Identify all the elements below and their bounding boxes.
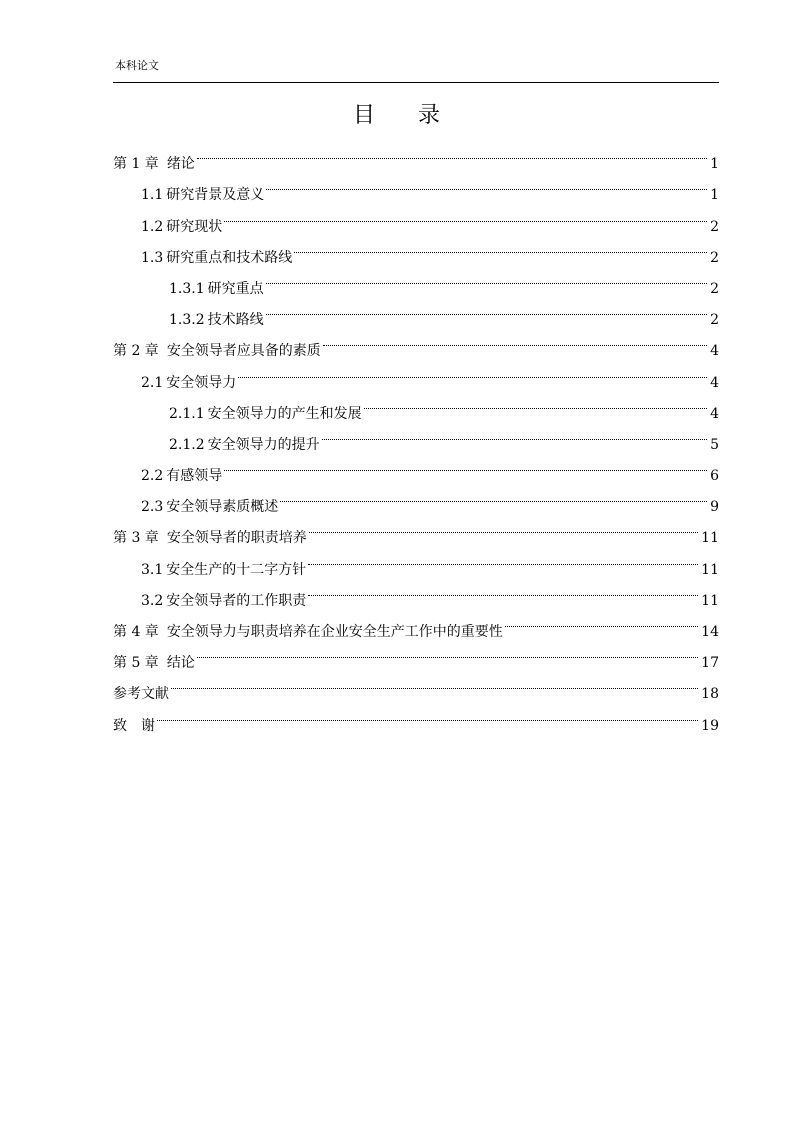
toc-dot-leader [308,542,698,573]
toc-entry-text: 安全领导素质概述 [166,499,279,516]
toc-entry-page: 1 [710,156,719,173]
toc-entry[interactable] [113,137,719,173]
toc-dot-leader [197,137,707,168]
toc-dot-leader [224,449,707,480]
toc-entry-text: 有感领导 [166,468,223,485]
running-header: 本科论文 [115,59,159,72]
toc-dot-leader [238,355,707,386]
toc-entry-page: 1 [710,187,719,204]
toc-entry-page: 18 [701,686,719,703]
toc-dot-leader [266,293,707,324]
toc-entry-text: 安全领导者的工作职责 [166,592,307,609]
toc-entry-page: 4 [710,374,719,391]
toc-entry-text: 安全领导者的职责培养 [166,530,307,547]
toc-entry-number: 2.1 [141,374,164,391]
toc-entry-number: 1.1 [141,187,164,204]
toc-entry-page: 2 [710,249,719,266]
toc-dot-leader [197,636,698,667]
toc-entry-number: 第 3 章 [113,530,159,547]
toc-entry-page: 19 [701,717,719,734]
toc-entry-label [141,555,306,586]
toc-dot-leader [171,667,698,698]
toc-dot-leader [364,387,707,418]
toc-entry-number: 2.3 [141,499,164,516]
toc-entry-page: 5 [710,436,719,453]
toc-entry-label [141,461,222,492]
toc-entry-label [113,149,195,180]
toc-entry-number: 2.2 [141,468,164,485]
toc-dot-leader [308,574,698,605]
toc-entry-text: 结论 [166,655,195,672]
toc-entry-page: 14 [701,624,719,640]
toc-entry-page: 11 [701,530,719,547]
toc-entry-number: 2.1.2 [169,436,205,453]
toc-entry-text: 安全领导力 [166,374,237,391]
toc-entry-page: 2 [710,280,719,297]
toc-entry-number: 1.2 [141,218,164,235]
toc-entry-label [141,212,222,243]
toc-entry-label [113,523,307,554]
toc-entry-text: 安全领导力的提升 [207,436,320,453]
toc-title: 目 录 [353,103,458,128]
toc-entry-page: 11 [701,561,719,578]
toc-dot-leader [505,605,698,636]
toc-dot-leader [309,511,698,542]
toc-entry[interactable] [113,667,719,703]
toc-entry-text: 参考文献 [113,686,169,703]
toc-entry[interactable] [113,698,719,734]
toc-entry-text: 研究背景及意义 [166,187,265,204]
header-divider [113,82,719,83]
toc-entry-text: 安全领导力与职责培养在企业安全生产工作中的重要性 [166,624,503,640]
toc-entry-text: 研究重点和技术路线 [166,249,293,266]
toc-entry-label [169,274,264,305]
toc-entry-number: 第 2 章 [113,343,159,360]
toc-entry-page: 17 [701,655,719,672]
toc-entry-number: 2.1.1 [169,405,205,422]
toc-entry-number: 3.1 [141,561,164,578]
toc-dot-leader [280,480,707,511]
toc-dot-leader [157,698,698,729]
toc-entry-page: 11 [701,592,719,609]
toc-entry-text: 安全生产的十二字方针 [166,561,307,578]
toc-dot-leader [224,199,707,230]
toc-entry-label [141,368,236,399]
toc-entry-number: 1.3.2 [169,312,205,329]
toc-entry[interactable] [113,636,719,672]
toc-entry-page: 6 [710,468,719,485]
toc-entry-number: 1.3.1 [169,280,205,297]
toc-entry-number: 第 1 章 [113,156,159,173]
toc-entry-page: 9 [710,499,719,516]
toc-entry-text: 安全领导力的产生和发展 [207,405,362,422]
toc-entry[interactable] [113,168,719,204]
toc-entry-text: 研究重点 [207,280,264,297]
toc-dot-leader [294,231,707,262]
toc-entry-number: 3.2 [141,592,164,609]
toc-entry-text: 安全领导者应具备的素质 [166,343,321,360]
table-of-contents [113,137,719,734]
toc-entry-number: 第 4 章 [113,624,159,640]
toc-entry-text: 致 谢 [113,717,155,734]
toc-entry-number: 1.3 [141,249,164,266]
toc-entry-number: 第 5 章 [113,655,159,672]
toc-dot-leader [266,168,707,199]
toc-entry-label [141,492,278,523]
toc-entry-text: 研究现状 [166,218,223,235]
toc-entry-page: 4 [710,343,719,360]
toc-entry-page: 2 [710,312,719,329]
toc-entry-page: 4 [710,405,719,422]
toc-entry-label [113,711,155,742]
toc-entry-text: 绪论 [166,156,195,173]
toc-entry-label [169,305,264,336]
toc-dot-leader [266,262,707,293]
toc-entry-label [141,586,306,617]
toc-entry-page: 2 [710,218,719,235]
toc-dot-leader [322,418,707,449]
toc-entry-text: 技术路线 [207,312,264,329]
toc-dot-leader [323,324,707,355]
